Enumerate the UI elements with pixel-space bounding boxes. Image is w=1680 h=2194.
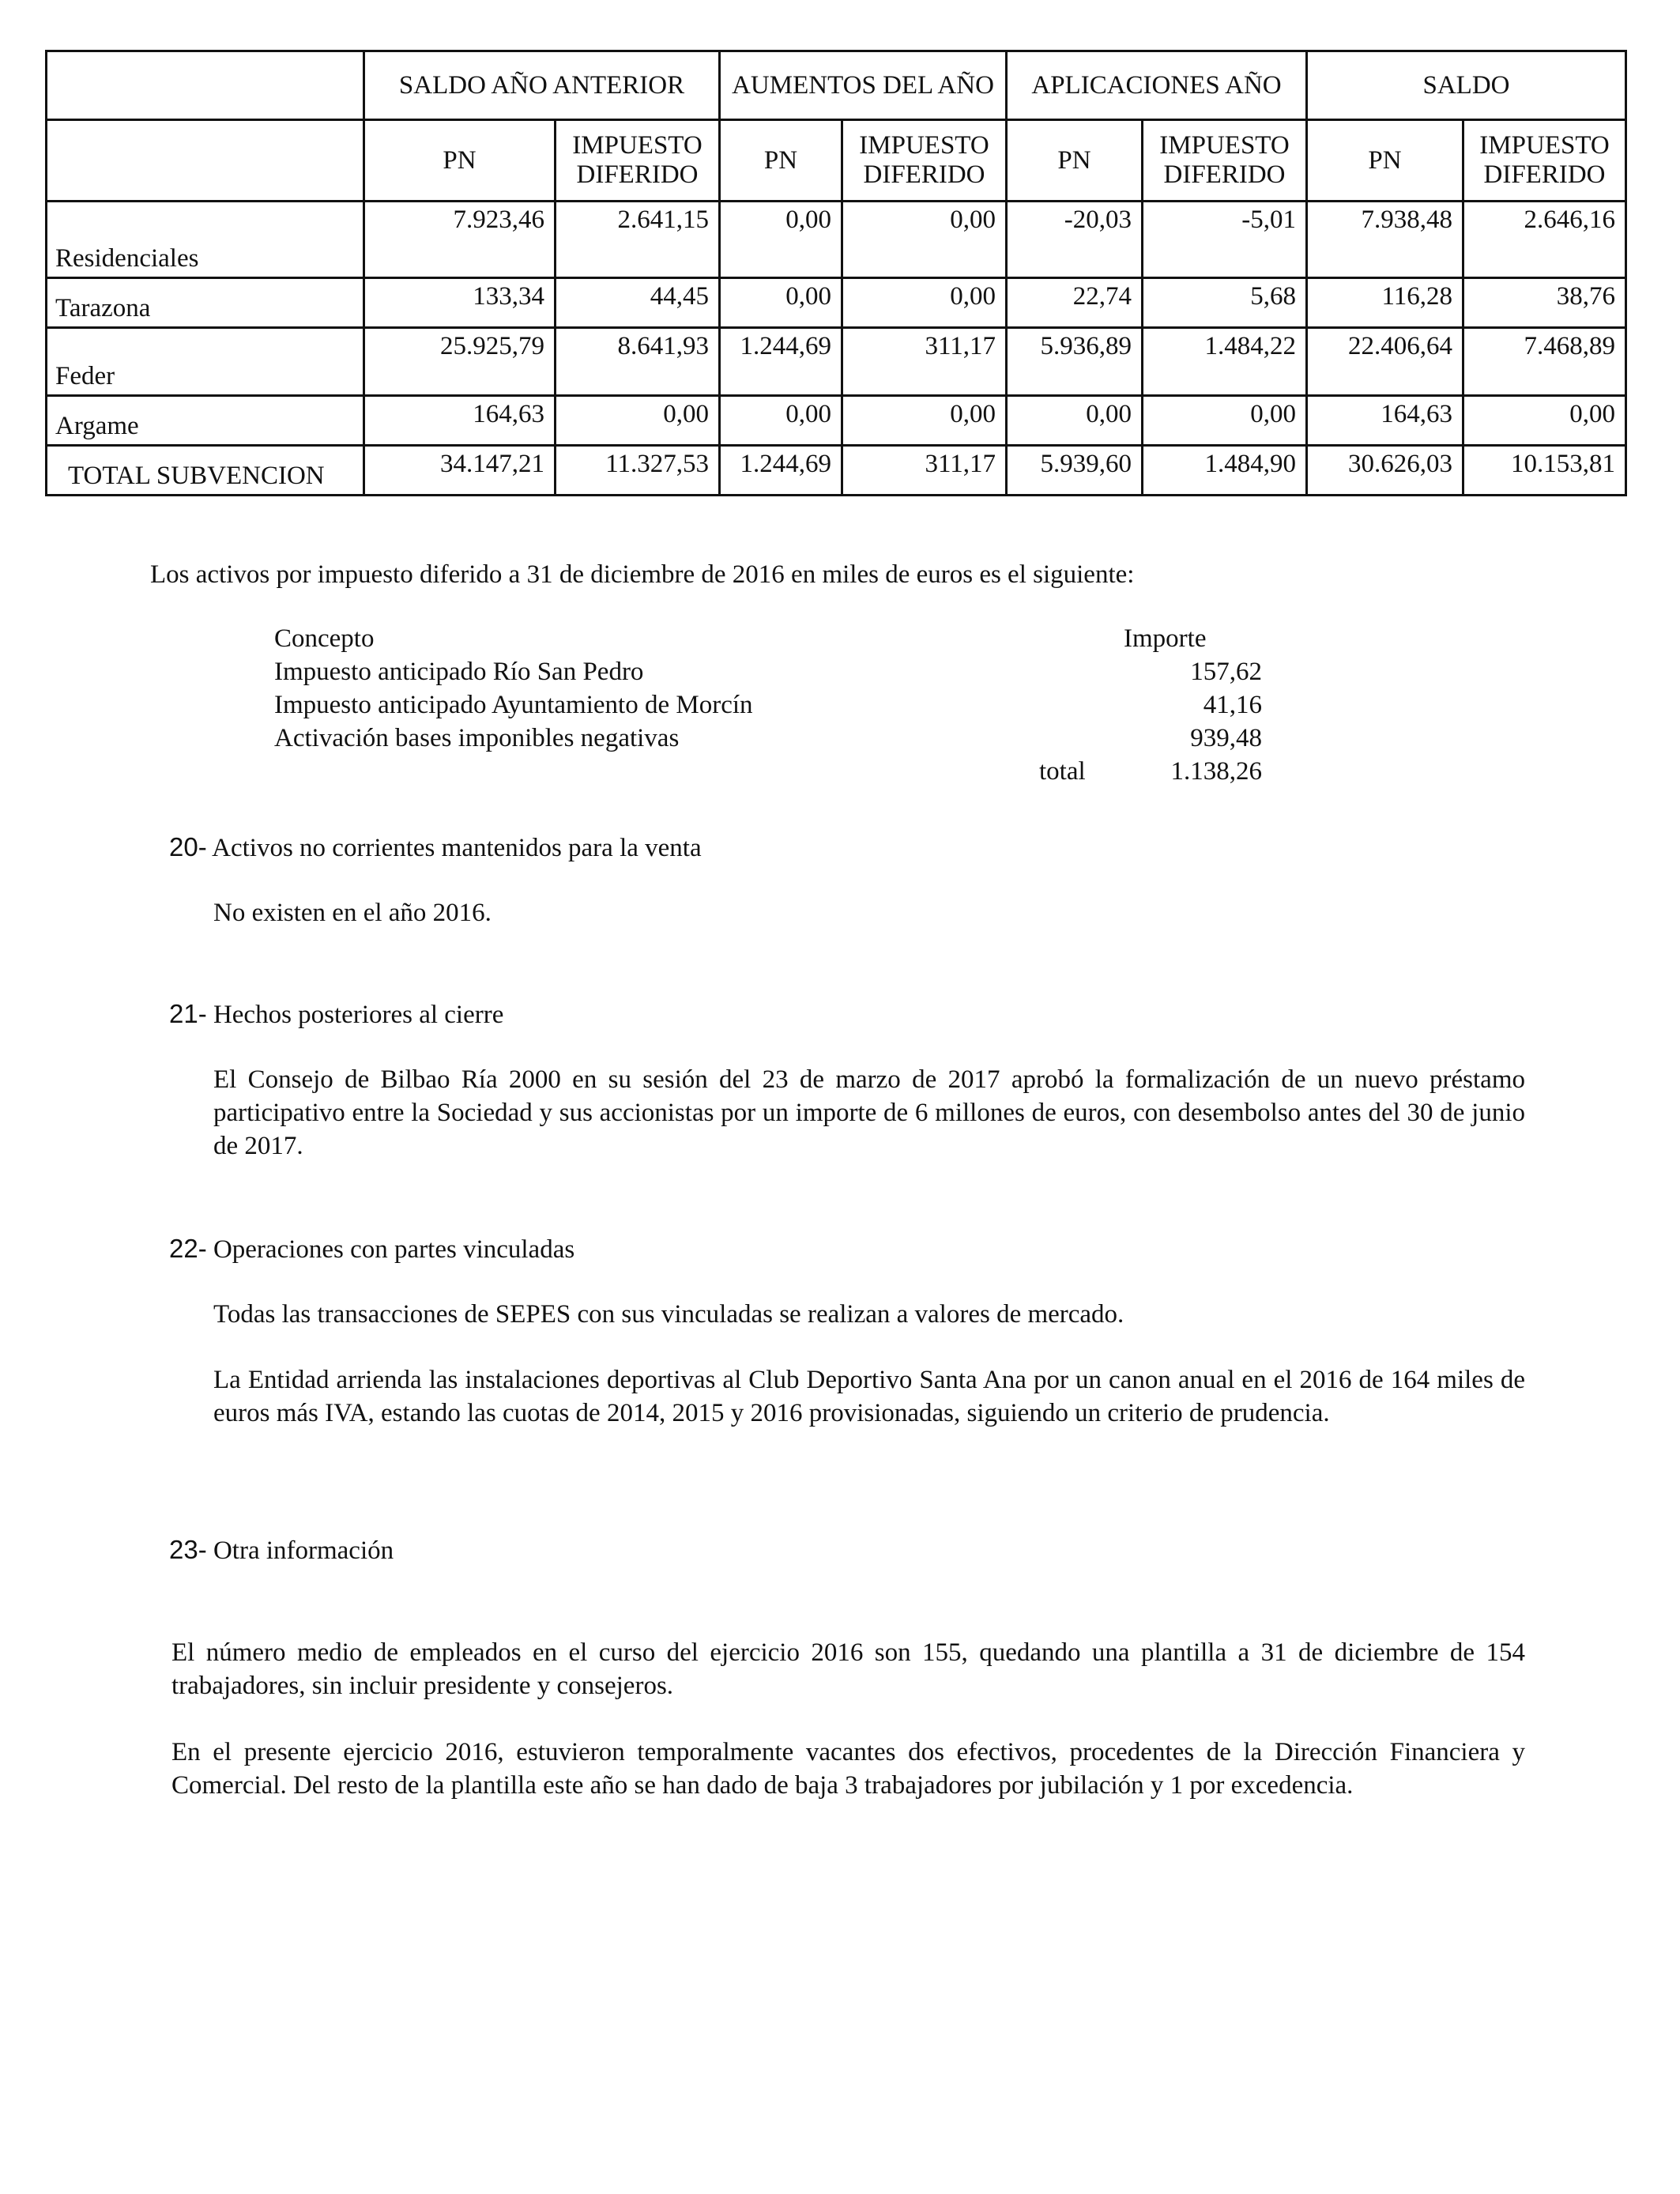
section-20-heading	[169, 831, 702, 865]
header-saldo-anterior: SALDO AÑO ANTERIOR	[364, 51, 720, 120]
table-cell: 11.327,53	[556, 446, 720, 496]
table-cell: 0,00	[842, 396, 1007, 446]
subheader-pn: PN	[1007, 120, 1143, 202]
row-label: Residenciales	[47, 202, 364, 278]
table-cell: 22.406,64	[1307, 328, 1463, 396]
subheader-pn: PN	[1307, 120, 1463, 202]
table-cell: 0,00	[556, 396, 720, 446]
table-cell: 2.641,15	[556, 202, 720, 278]
table-cell: 34.147,21	[364, 446, 556, 496]
table-cell: 164,63	[1307, 396, 1463, 446]
concept-label: Impuesto anticipado Ayuntamiento de Morcín	[274, 691, 753, 719]
amount-value: 939,48	[1190, 724, 1262, 752]
table-cell: 5,68	[1143, 278, 1307, 328]
section-23-heading	[169, 1533, 394, 1567]
section-title: Hechos posteriores al cierre	[213, 1001, 504, 1029]
concept-header: Concepto	[274, 624, 375, 653]
section-title: Operaciones con partes vinculadas	[213, 1235, 575, 1264]
table-cell: 0,00	[842, 202, 1007, 278]
table-cell: 311,17	[842, 446, 1007, 496]
table-row	[47, 328, 1626, 396]
section-22-paragraph-2: La Entidad arrienda las instalaciones deportivas al Club Deportivo Santa Ana por un canon anual en el 2016 de 164 miles de euros más IVA, estando las cuotas de 2014, 2015 y 2016 provisionadas, siguiendo un criterio de prudencia.	[213, 1366, 1525, 1427]
table-cell: -20,03	[1007, 202, 1143, 278]
amount-header: Importe	[1124, 624, 1207, 653]
row-label: Tarazona	[47, 278, 364, 328]
section-23-paragraph-2: En el presente ejercicio 2016, estuvieron temporalmente vacantes dos efectivos, procedentes de la Dirección Financiera y Comercial. Del resto de la plantilla este año se han dado de baja 3 trabajadores por jubilación y 1 por excedencia.	[171, 1738, 1525, 1800]
table-cell: 0,00	[1007, 396, 1143, 446]
section-21-paragraph: El Consejo de Bilbao Ría 2000 en su sesión del 23 de marzo de 2017 aprobó la formalización de un nuevo préstamo participativo entre la Sociedad y sus accionistas por un importe de 6 millones de euros, con desembolso antes del 30 de junio de 2017.	[213, 1065, 1525, 1160]
table-cell: -5,01	[1143, 202, 1307, 278]
section-number: 20-	[169, 832, 207, 861]
table-cell: 164,63	[364, 396, 556, 446]
table-cell: 44,45	[556, 278, 720, 328]
amount-value: 157,62	[1190, 658, 1262, 686]
group-header-row	[47, 51, 1626, 120]
section-number: 23-	[169, 1535, 207, 1564]
concept-label: Impuesto anticipado Río San Pedro	[274, 658, 644, 686]
total-value: 1.138,26	[1170, 757, 1262, 786]
table-cell: 1.244,69	[720, 446, 842, 496]
subheader-pn: PN	[364, 120, 556, 202]
deferred-assets-intro: Los activos por impuesto diferido a 31 de diciembre de 2016 en miles de euros es el siguiente:	[150, 560, 1135, 589]
concept-label: Activación bases imponibles negativas	[274, 724, 680, 752]
table-cell: 0,00	[1463, 396, 1626, 446]
list-item	[274, 655, 1262, 688]
header-empty	[47, 51, 364, 120]
list-item	[274, 722, 1262, 755]
table-row	[47, 396, 1626, 446]
table-cell: 0,00	[1143, 396, 1307, 446]
table-cell: 5.939,60	[1007, 446, 1143, 496]
subheader-impuesto-diferido: IMPUESTO DIFERIDO	[1143, 120, 1307, 202]
table-cell: 311,17	[842, 328, 1007, 396]
table-cell: 25.925,79	[364, 328, 556, 396]
table-cell: 0,00	[720, 278, 842, 328]
list-total	[274, 755, 1262, 788]
table-cell: 116,28	[1307, 278, 1463, 328]
section-title: Otra información	[213, 1536, 394, 1565]
section-21-heading	[169, 997, 503, 1031]
table-cell: 0,00	[720, 396, 842, 446]
table-cell: 0,00	[720, 202, 842, 278]
table-cell: 10.153,81	[1463, 446, 1626, 496]
section-number: 22-	[169, 1234, 207, 1263]
section-23-paragraph-1: El número medio de empleados en el curso del ejercicio 2016 son 155, quedando una plantilla a 31 de diciembre de 154 trabajadores, sin incluir presidente y consejeros.	[171, 1638, 1525, 1700]
section-title: Activos no corrientes mantenidos para la venta	[212, 834, 702, 862]
subheader-pn: PN	[720, 120, 842, 202]
table-cell: 1.484,22	[1143, 328, 1307, 396]
section-22-heading	[169, 1232, 574, 1266]
table-cell: 7.468,89	[1463, 328, 1626, 396]
deferred-assets-list	[274, 622, 1262, 788]
table-cell: 8.641,93	[556, 328, 720, 396]
table-row	[47, 202, 1626, 278]
table-cell: 2.646,16	[1463, 202, 1626, 278]
sub-header-row	[47, 120, 1626, 202]
amount-value: 41,16	[1203, 691, 1262, 719]
row-label: Argame	[47, 396, 364, 446]
table-cell: 5.936,89	[1007, 328, 1143, 396]
table-cell: 30.626,03	[1307, 446, 1463, 496]
table-cell: 1.484,90	[1143, 446, 1307, 496]
section-22-paragraph-1: Todas las transacciones de SEPES con sus vinculadas se realizan a valores de mercado.	[213, 1300, 1124, 1329]
table-cell: 7.938,48	[1307, 202, 1463, 278]
subheader-impuesto-diferido: IMPUESTO DIFERIDO	[556, 120, 720, 202]
table-cell: 22,74	[1007, 278, 1143, 328]
header-aplicaciones: APLICACIONES AÑO	[1007, 51, 1307, 120]
section-number: 21-	[169, 999, 207, 1028]
table-cell: 0,00	[842, 278, 1007, 328]
header-aumentos: AUMENTOS DEL AÑO	[720, 51, 1007, 120]
header-saldo: SALDO	[1307, 51, 1626, 120]
subheader-impuesto-diferido: IMPUESTO DIFERIDO	[1463, 120, 1626, 202]
list-header	[274, 622, 1262, 655]
row-label: TOTAL SUBVENCION	[47, 446, 364, 496]
total-label: total	[1039, 757, 1086, 786]
section-20-paragraph: No existen en el año 2016.	[213, 899, 492, 927]
subheader-empty	[47, 120, 364, 202]
list-item	[274, 688, 1262, 722]
subheader-impuesto-diferido: IMPUESTO DIFERIDO	[842, 120, 1007, 202]
table-cell: 38,76	[1463, 278, 1626, 328]
total-row	[47, 446, 1626, 496]
table-row	[47, 278, 1626, 328]
row-label: Feder	[47, 328, 364, 396]
table-cell: 1.244,69	[720, 328, 842, 396]
table-cell: 7.923,46	[364, 202, 556, 278]
subsidy-table	[45, 50, 1627, 496]
table-cell: 133,34	[364, 278, 556, 328]
